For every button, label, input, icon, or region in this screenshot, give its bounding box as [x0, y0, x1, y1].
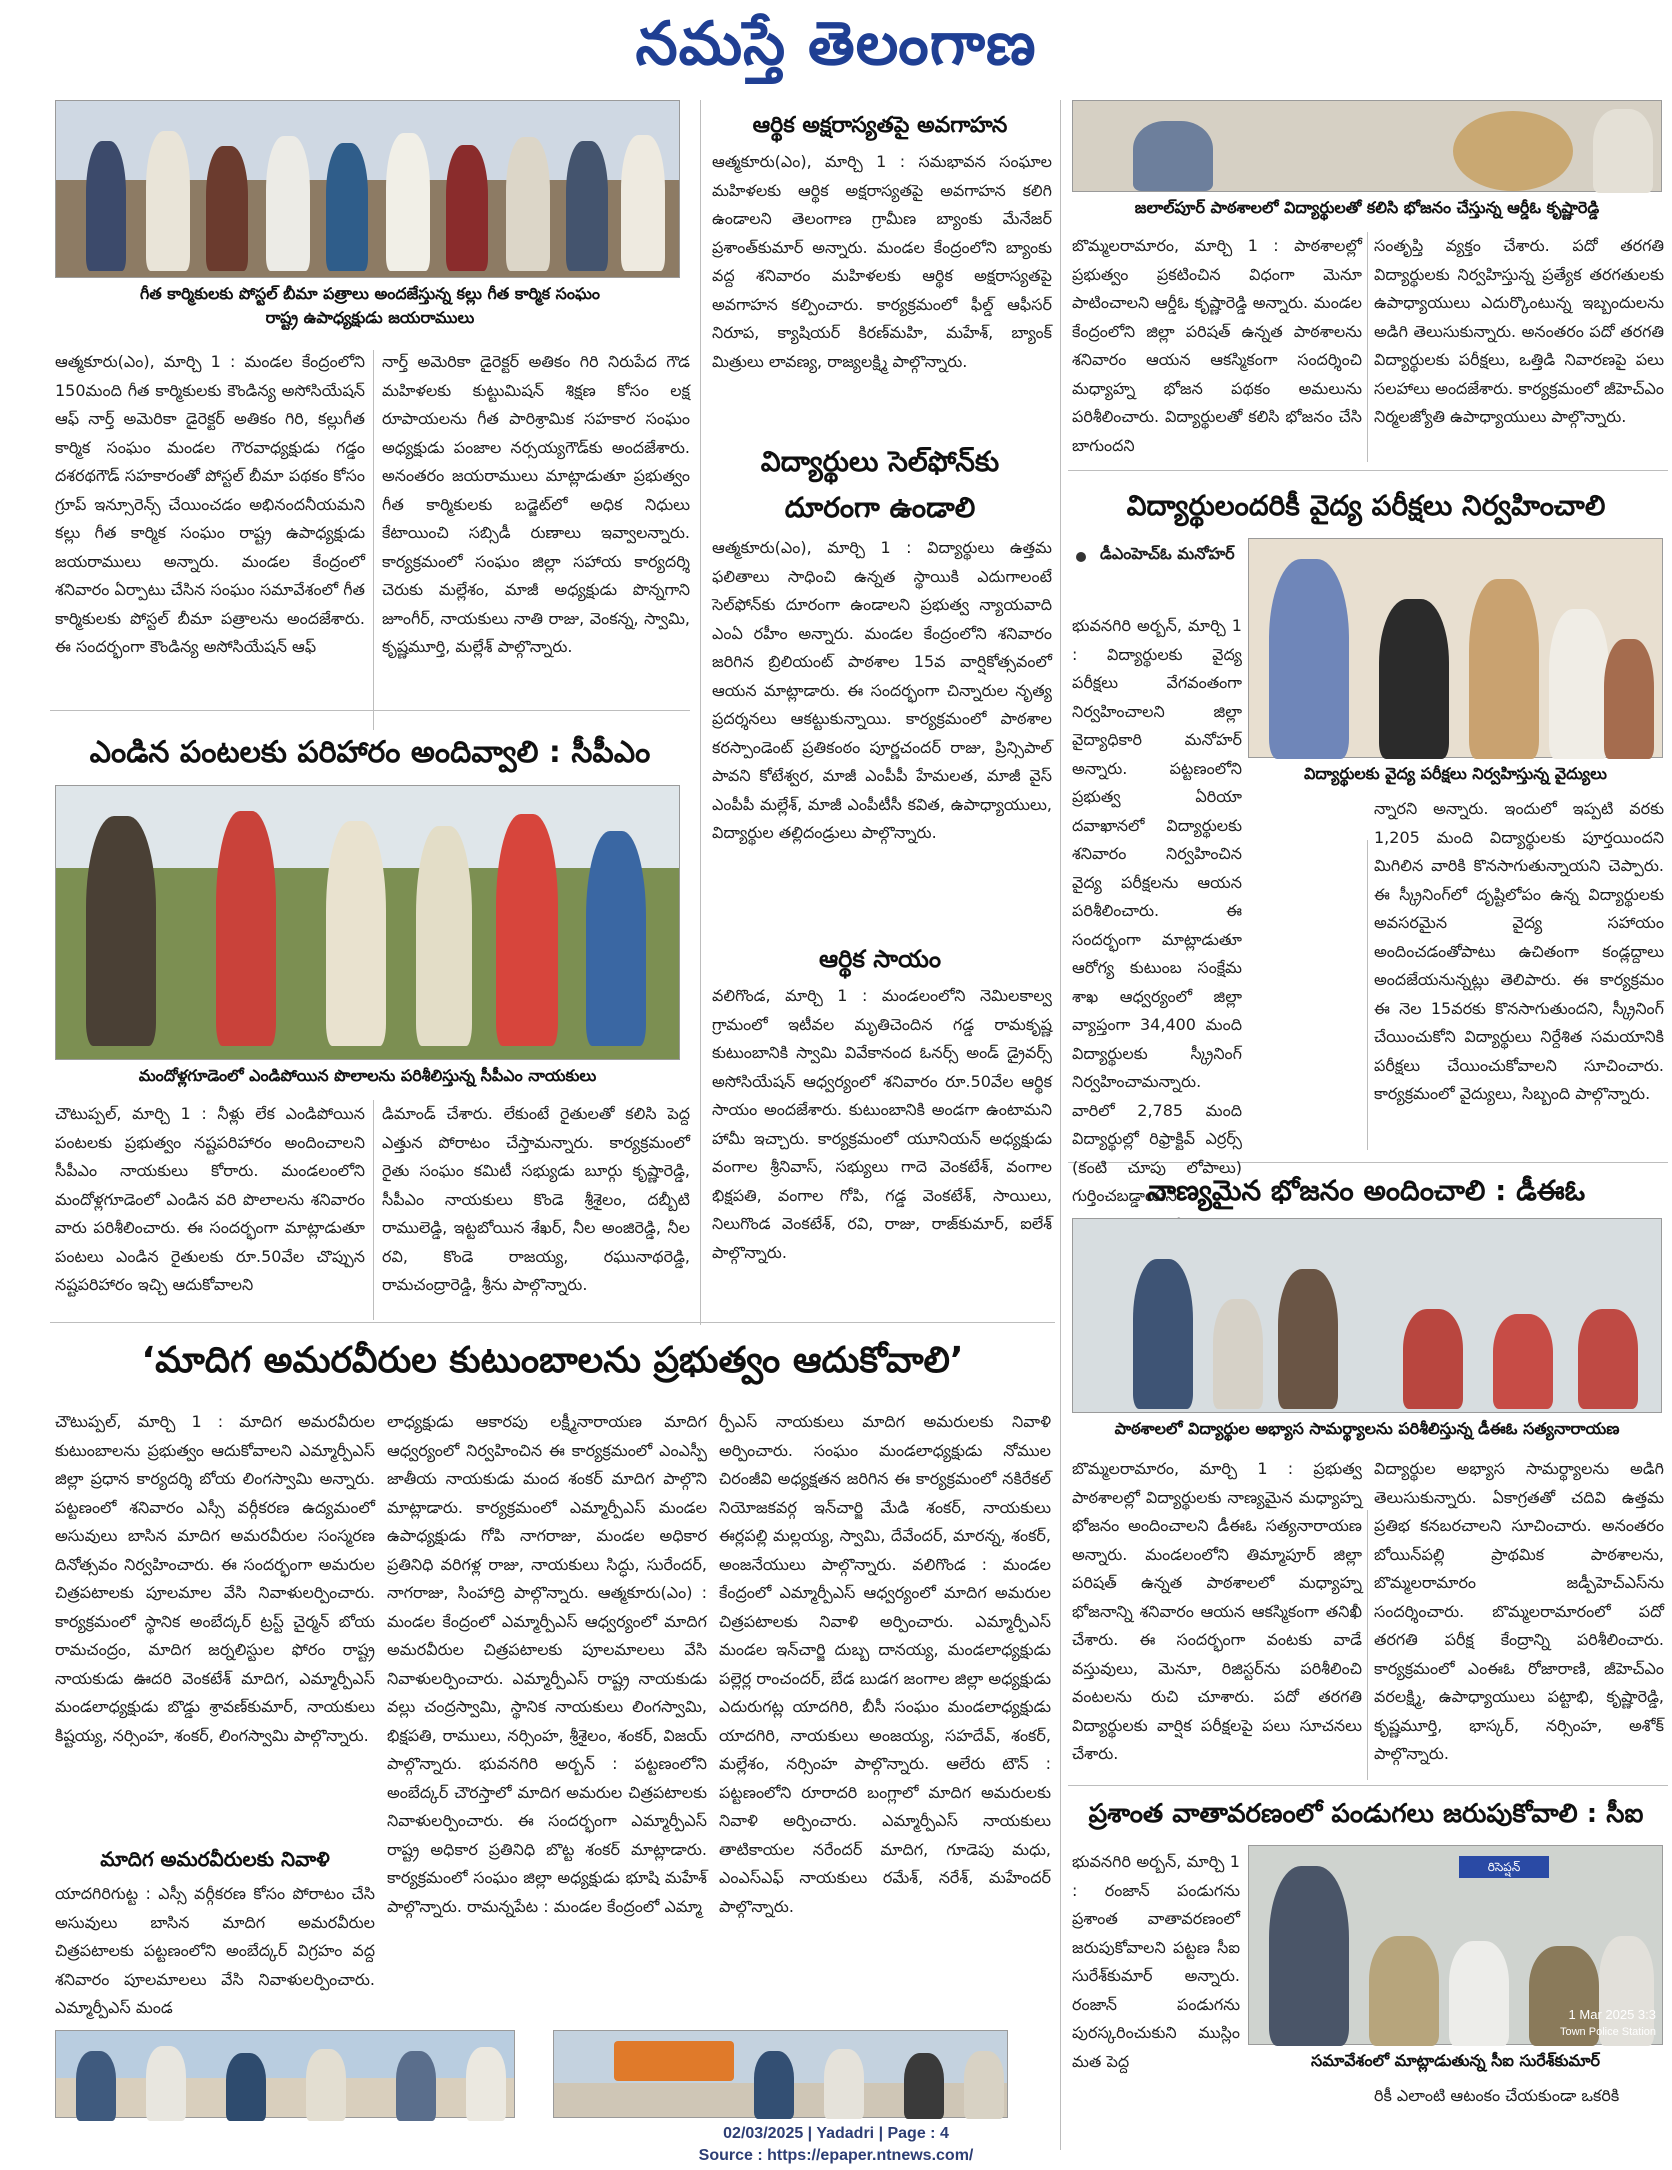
deo-classroom-photo — [1072, 1218, 1662, 1413]
rdo-meal-column-1: బొమ్మలరామారం, మార్చి 1 : పాఠశాలల్లో ప్రభుత్వం ప్రకటించిన విధంగా మెనూ పాటించాలని ఆర్డీఓ కృష్ణారెడ్డి అన్నారు. మండల కేంద్రంలోని జిల్లా పరిషత్ ఉన్నత పాఠశాలను శనివారం ఆయన ఆకస్మికంగా సందర్శించి మధ్యాహ్న భోజన పథకం అమలును పరిశీలించారు. విద్యార్థులతో కలిసి భోజనం చేసి బాగుందని — [1072, 236, 1362, 455]
section-rule — [50, 710, 690, 711]
police-meeting-photo — [1248, 1845, 1663, 2045]
footer-date: 02/03/2025 | Yadadri | Page : 4 — [723, 2125, 949, 2142]
madiga-tribute-photo-2 — [553, 2030, 1008, 2118]
photo-location-stamp: Town Police Station — [1560, 2026, 1656, 2038]
madiga-column-1b: యాదగిరిగుట్ట : ఎస్సీ వర్గీకరణ కోసం పోరాటం చేసి అసువులు బాసిన మాదిగ అమరవీరుల చిత్రపటాలకు పట్టణంలోని అంబేద్కర్ విగ్రహం వద్ద శనివారం పూలమాలలు వేసి నివాళులర్పించారు. ఎమ్మార్పీఎస్ మండ — [55, 1884, 375, 2017]
section-rule — [50, 1322, 1055, 1323]
column-rule — [1367, 232, 1368, 462]
medical-checkup-photo — [1248, 538, 1663, 758]
madiga-column-1: చౌటుప్పల్, మార్చి 1 : మాదిగ అమరవీరుల కుటుంబాలను ప్రభుత్వం ఆదుకోవాలని ఎమ్మార్పీఎస్ జిల్లా ప్రధాన కార్యదర్శి బోయ లింగస్వామి అన్నారు. పట్టణంలో శనివారం ఎస్సీ వర్గీకరణ ఉద్యమంలో అసువులు బాసిన మాదిగ అమరవీరుల సంస్మరణ దినోత్సవం నిర్వహించారు. ఈ సందర్భంగా అమరుల చిత్రపటాలకు పూలమాల వేసి నివాళులర్పించారు. కార్యక్రమంలో స్థానిక అంబేద్కర్ ట్రస్ట్ చైర్మన్ బోయ రామచంద్రం, మాదిగ జర్నలిస్టుల ఫోరం రాష్ట్ర నాయకుడు ఊదరి వెంకటేశ్ మాదిగ, ఎమ్మార్పీఎస్ మండలాధ్యక్షుడు బొడ్డు శ్రావణ్‌కుమార్, నాయకులు కిష్టయ్య, నర్సింహ, శంకర్, లింగస్వామి పాల్గొన్నారు. — [55, 1412, 375, 1745]
cellphone-headline-2: దూరంగా ఉండాలి — [784, 491, 976, 524]
footer-source: Source : https://epaper.ntnews.com/ — [698, 2147, 974, 2164]
festival-caption: సమావేశంలో మాట్లాడుతున్న సీఐ సురేశ్‌కుమార్ — [1310, 2051, 1600, 2070]
rdo-meal-column-2: సంతృప్తి వ్యక్తం చేశారు. పదో తరగతి విద్యార్థులకు నిర్వహిస్తున్న ప్రత్యేక తరగతులకు ఉపాధ్యాయులు ఎదుర్కొంటున్న ఇబ్బందులను అడిగి తెలుసుకున్నారు. అనంతరం పదో తరగతి విద్యార్థులకు పరీక్షలు, ఒత్తిడి నివారణపై పలు సలహాలు అందజేశారు. కార్యక్రమంలో జీహెచ్‌ఎం నిర్మలజ్యోతి ఉపాధ్యాయులు పాల్గొన్నారు. — [1374, 236, 1664, 426]
cellphone-headline-1: విద్యార్థులు సెల్‌ఫోన్‌కు — [760, 445, 1000, 478]
festival-body: భువనగిరి అర్బన్, మార్చి 1 : రంజాన్ పండుగను ప్రశాంత వాతావరణంలో జరుపుకోవాలని పట్టణ సీఐ సురేశ్‌కుమార్ అన్నారు. రంజాన్ పండుగను పురస్కరించుకుని ముస్లిం మత పెద్ద — [1072, 1852, 1240, 2071]
deo-column-2: విద్యార్థుల అభ్యాస సామర్థ్యాలను అడిగి తెలుసుకున్నారు. ఏకాగ్రతతో చదివి ఉత్తమ ప్రతిభ కనబరచాలని సూచించారు. అనంతరం బోయిన్‌పల్లి ప్రాథమిక పాఠశాలను, బొమ్మలరామారం జడ్పీహెచ్‌ఎస్‌ను సందర్శించారు. బొమ్మలరామారంలో పదో తరగతి పరీక్ష కేంద్రాన్ని పరిశీలించారు. కార్యక్రమంలో ఎంఈఓ రోజారాణి, జీహెచ్‌ఎం వరలక్ష్మి, ఉపాధ్యాయులు పట్టాభి, కృష్ణారెడ్డి, కృష్ణమూర్తి, భాస్కర్, నర్సింహ, అశోక్ పాల్గొన్నారు. — [1374, 1459, 1664, 1763]
banner-sign: రిసెప్షన్ — [1459, 1856, 1549, 1878]
newspaper-title: నమస్తే తెలంగాణ — [635, 9, 1037, 79]
column-rule — [700, 100, 701, 1325]
medical-caption: విద్యార్థులకు వైద్య పరీక్షలు నిర్వహిస్తున్న వైద్యులు — [1304, 764, 1607, 783]
column-rule — [1060, 100, 1061, 2150]
medical-column-1: భువనగిరి అర్బన్, మార్చి 1 : విద్యార్థులకు వైద్య పరీక్షలు వేగవంతంగా నిర్వహించాలని జిల్లా వైద్యాధికారి మనోహర్ అన్నారు. పట్టణంలోని ప్రభుత్వ ఏరియా దవాఖానలో విద్యార్థులకు శనివారం నిర్వహించిన వైద్య పరీక్షలను ఆయన పరిశీలించారు. ఈ సందర్భంగా మాట్లాడుతూ ఆరోగ్య కుటుంబ సంక్షేమ శాఖ ఆధ్వర్యంలో జిల్లా వ్యాప్తంగా 34,400 మంది విద్యార్థులకు స్క్రీనింగ్ నిర్వహించామన్నారు. వారిలో 2,785 మంది విద్యార్థుల్లో రిఫ్రాక్టివ్ ఎర్రర్స్ (కంటి చూపు లోపాలు) గుర్తించబడ్డాయని — [1072, 616, 1242, 1205]
medical-byline: డీఎంహెచ్‌ఓ మనోహర్ — [1100, 544, 1235, 563]
aid-body: వలిగొండ, మార్చి 1 : మండలంలోని నెమిలకాల్వ గ్రామంలో ఇటీవల మృతిచెందిన గడ్డ రామకృష్ణ కుటుంబానికి స్వామి వివేకానంద ఓనర్స్ అండ్ డ్రైవర్స్ అసోసియేషన్ ఆధ్వర్యంలో శనివారం రూ.50వేల ఆర్థిక సాయం అందజేశారు. కుటుంబానికి అండగా ఉంటామని హామీ ఇచ్చారు. కార్యక్రమంలో యూనియన్ అధ్యక్షుడు వంగాల శ్రీనివాస్, సభ్యులు గాదె వెంకటేశ్, వంగాల భిక్షపతి, వంగాల గోపి, గడ్డ వెంకటేశ్, సాయిలు, నిలుగొండ వెంకటేశ్, రవి, రాజు, రాజ్‌కుమార్, ఐలేశ్ పాల్గొన్నారు. — [712, 986, 1052, 1262]
festival-tail: రికీ ఎలాంటి ఆటంకం చేయకుండా ఒకరికి — [1374, 2086, 1620, 2105]
column-rule — [373, 350, 374, 730]
deo-column-1: బొమ్మలరామారం, మార్చి 1 : ప్రభుత్వ పాఠశాలల్లో విద్యార్థులకు నాణ్యమైన మధ్యాహ్న భోజనం అందించాలని డీఈఓ సత్యనారాయణ అన్నారు. మండలంలోని తిమ్మాపూర్ జిల్లా పరిషత్ ఉన్నత పాఠశాలలో మధ్యాహ్న భోజనాన్ని శనివారం ఆయన ఆకస్మికంగా తనిఖీ చేశారు. ఈ సందర్భంగా వంటకు వాడే వస్తువులు, మెనూ, రిజిస్టర్‌ను పరిశీలించి వంటలను రుచి చూశారు. పదో తరగతి విద్యార్థులకు వార్షిక పరీక్షలపై పలు సూచనలు చేశారు. — [1072, 1459, 1362, 1763]
gita-column-1: ఆత్మకూరు(ఎం), మార్చి 1 : మండల కేంద్రంలోని 150మంది గీత కార్మికులకు కౌండిన్య అసోసియేషన్ ఆఫ్ నార్త్ అమెరికా డైరెక్టర్ అతికం గిరి, కల్లుగీత కార్మిక సంఘం మండల గౌరవాధ్యక్షుడు గడ్డం దశరథగౌడ్ సహకారంతో పోస్టల్ బీమా పథకం కోసం గ్రూప్ ఇన్సూరెన్స్ చేయించడం అభినందనీయమని కల్లు గీత కార్మిక సంఘం రాష్ట్ర ఉపాధ్యక్షుడు జయరాములు అన్నారు. మండల కేంద్రంలో శనివారం ఏర్పాటు చేసిన సంఘం సమావేశంలో గీత కార్మికులకు పోస్టల్ బీమా పత్రాలను అందజేశారు. ఈ సందర్భంగా కౌండిన్య అసోసియేషన్ ఆఫ్ — [55, 352, 365, 656]
rdo-meal-caption: జలాల్‌పూర్ పాఠశాలలో విద్యార్థులతో కలిసి భోజనం చేస్తున్న ఆర్డీఓ కృష్ణారెడ్డి — [1134, 198, 1600, 217]
finlit-headline: ఆర్థిక అక్షరాస్యతపై అవగాహన — [752, 113, 1008, 138]
madiga-tribute-photo-1 — [55, 2030, 515, 2118]
dry-fields-photo — [55, 785, 680, 1060]
rdo-meal-photo — [1072, 100, 1662, 192]
gita-workers-caption: గీత కార్మికులకు పోస్టల్ బీమా పత్రాలు అందజేస్తున్న కల్లు గీత కార్మిక సంఘం రాష్ట్ర ఉపాధ్యక్షుడు జయరాములు — [139, 284, 601, 327]
madiga-column-3: ర్పీఎస్ నాయకులు మాదిగ అమరులకు నివాళి అర్పించారు. సంఘం మండలాధ్యక్షుడు నోముల చిరంజీవి అధ్యక్షతన జరిగిన ఈ కార్యక్రమంలో నకిరేకల్ నియోజకవర్గ ఇన్‌చార్జి మేడి శంకర్, నాయకులు ఈర్లపల్లి మల్లయ్య, స్వామి, దేవేందర్, మారన్న, శంకర్, అంజనేయులు పాల్గొన్నారు. వలిగొండ : మండల కేంద్రంలో ఎమ్మార్పీఎస్ ఆధ్వర్యంలో మాదిగ అమరుల చిత్రపటాలకు నివాళి అర్పించారు. ఎమ్మార్పీఎస్ మండల ఇన్‌చార్జి దుబ్బ దానయ్య, మండలాధ్యక్షుడు పల్లెర్ల రాంచందర్, బేడ బుడగ జంగాల జిల్లా అధ్యక్షుడు ఎదురుగట్ల యాదగిరి, బీసీ సంఘం మండలాధ్యక్షుడు యాదగిరి, నాయకులు అంజయ్య, సహదేవ్, శంకర్, మల్లేశం, నర్సింహ పాల్గొన్నారు. ఆలేరు టౌన్ : పట్టణంలోని రూరాదరి బంగ్లాలో మాదిగ అమరులకు నివాళి అర్పించారు. ఎమ్మార్పీఎస్ నాయకులు తాటికాయల నరేందర్ మాదిగ, గూడెపు మధు, ఎంఎస్‌ఎఫ్ నాయకులు రమేశ్, నరేశ్, మహేందర్ పాల్గొన్నారు. — [719, 1412, 1051, 1916]
deo-headline: నాణ్యమైన భోజనం అందించాలి : డీఈఓ — [1146, 1174, 1586, 1207]
masthead — [0, 0, 1672, 88]
cpm-headline: ఎండిన పంటలకు పరిహారం అందివ్వాలి : సీపీఎం — [89, 735, 651, 770]
medical-headline: విద్యార్థులందరికీ వైద్య పరీక్షలు నిర్వహించాలి — [1126, 489, 1606, 522]
column-rule — [1367, 1510, 1368, 1780]
gita-workers-photo — [55, 100, 680, 278]
aid-headline: ఆర్థిక సాయం — [818, 945, 942, 973]
gita-column-2: నార్త్ అమెరికా డైరెక్టర్ అతికం గిరి నిరుపేద గౌడ మహిళలకు కుట్టుమిషన్ శిక్షణ కోసం లక్ష రూపాయలను గీత పారిశ్రామిక సహకార సంఘం అధ్యక్షుడు పంజాల నర్సయ్యగౌడ్‌కు అందజేశారు. అనంతరం జయరాములు మాట్లాడుతూ ప్రభుత్వం గీత కార్మికులకు బడ్జెట్‌లో అధిక నిధులు కేటాయించి సబ్సిడీ రుణాలు ఇవ్వాలన్నారు. కార్యక్రమంలో సంఘం జిల్లా సహాయ కార్యదర్శి చెరుకు మల్లేశం, మాజీ అధ్యక్షుడు పొన్నగాని జూంగీర్, నాయకులు నాతి రాజు, వెంకన్న, స్వామి, కృష్ణమూర్తి, మల్లేశ్ పాల్గొన్నారు. — [382, 352, 690, 656]
column-rule — [373, 1100, 374, 1320]
madiga-column-2: లాధ్యక్షుడు ఆకారపు లక్ష్మీనారాయణ మాదిగ ఆధ్వర్యంలో నిర్వహించిన ఈ కార్యక్రమంలో ఎంఎస్పీ జాతీయ నాయకుడు మంద శంకర్ మాదిగ పాల్గొని మాట్లాడారు. కార్యక్రమంలో ఎమ్మార్పీఎస్ మండల ఉపాధ్యక్షుడు గోపి నాగరాజు, మండల అధికార ప్రతినిధి వరిగళ్ల రాజు, నాయకులు సిద్ధు, సురేందర్, నాగరాజు, సింహాద్రి పాల్గొన్నారు. ఆత్మకూరు(ఎం) : మండల కేంద్రంలో ఎమ్మార్పీఎస్ ఆధ్వర్యంలో మాదిగ అమరవీరుల చిత్రపటాలకు పూలమాలలు వేసి నివాళులర్పించారు. ఎమ్మార్పీఎస్ రాష్ట్ర నాయకుడు వల్లు చంద్రస్వామి, స్థానిక నాయకులు లింగస్వామి, భిక్షపతి, రాములు, నర్సింహ, శ్రీశైలం, శంకర్, విజయ్ పాల్గొన్నారు. భువనగిరి అర్బన్ : పట్టణంలోని అంబేద్కర్ చౌరస్తాలో మాదిగ అమరుల చిత్రపటాలకు నివాళులర్పించారు. ఈ సందర్భంగా ఎమ్మార్పీఎస్ రాష్ట్ర అధికార ప్రతినిధి బొట్ట శంకర్ మాట్లాడారు. కార్యక్రమంలో సంఘం జిల్లా అధ్యక్షుడు భూషి మహేశ్ పాల్గొన్నారు. రామన్నపేట : మండల కేంద్రంలో ఎమ్మా — [387, 1412, 707, 1916]
madiga-sub-headline: మాదిగ అమరవీరులకు నివాళి — [100, 1847, 330, 1871]
cpm-column-2: డిమాండ్ చేశారు. లేకుంటే రైతులతో కలిసి పెద్ద ఎత్తున పోరాటం చేస్తామన్నారు. కార్యక్రమంలో రైతు సంఘం కమిటీ సభ్యుడు బూర్గు కృష్ణారెడ్డి, సీపీఎం నాయకులు కొండె శ్రీశైలం, దబ్బీటి రాములెడ్డి, ఇట్టబోయిన శేఖర్, నీల అంజిరెడ్డి, నీల రవి, కొండె రాజయ్య, రఘునాథరెడ్డి, రామచంద్రారెడ్డి, శ్రీను పాల్గొన్నారు. — [382, 1104, 690, 1294]
deo-caption: పాఠశాలలో విద్యార్థుల అభ్యాస సామర్థ్యాలను పరిశీలిస్తున్న డీఈఓ సత్యనారాయణ — [1114, 1419, 1620, 1438]
finlit-body: ఆత్మకూరు(ఎం), మార్చి 1 : సమభావన సంఘాల మహిళలకు ఆర్థిక అక్షరాస్యతపై అవగాహన కలిగి ఉండాలని తెలంగాణ గ్రామీణ బ్యాంకు మేనేజర్ ప్రశాంత్‌కుమార్ అన్నారు. మండల కేంద్రంలోని బ్యాంకు వద్ద శనివారం మహిళలకు ఆర్థిక అక్షరాస్యతపై అవగాహన కల్పించారు. కార్యక్రమంలో ఫీల్డ్ ఆఫీసర్ నిరూప, క్యాషియర్ కిరణ్‌మహి, మహేశ్, బ్యాంక్ మిత్రులు లావణ్య, రాజ్యలక్ష్మి పాల్గొన్నారు. — [712, 152, 1052, 371]
byline-bullet — [1076, 552, 1086, 562]
cellphone-body: ఆత్మకూరు(ఎం), మార్చి 1 : విద్యార్థులు ఉత్తమ ఫలితాలు సాధించి ఉన్నత స్థాయికి ఎదుగాలంటే సెల్‌ఫోన్‌కు దూరంగా ఉండాలని ప్రభుత్వ న్యాయవాది ఎంఏ రహీం అన్నారు. మండల కేంద్రంలోని శనివారం జరిగిన బ్రిలియంట్ పాఠశాల 15వ వార్షికోత్సవంలో ఆయన మాట్లాడారు. ఈ సందర్భంగా చిన్నారుల నృత్య ప్రదర్శనలు ఆకట్టుకున్నాయి. కార్యక్రమంలో పాఠశాల కరస్పాండెంట్ ప్రతికంఠం పూర్ణచందర్ రాజు, ప్రిన్సిపాల్ పావని కోటేశ్వర, మాజీ ఎంపీపీ హేమలత, మాజీ వైస్ ఎంపీపీ మల్లేశ్, మాజీ ఎంపీటీసీ కవిత, ఉపాధ్యాయులు, విద్యార్థుల తల్లిదండ్రులు పాల్గొన్నారు. — [712, 538, 1052, 842]
photo-timestamp: 1 Mar 2025 3:3 — [1568, 2007, 1656, 2022]
section-rule — [1068, 470, 1668, 471]
cpm-column-1: చౌటుప్పల్, మార్చి 1 : నీళ్లు లేక ఎండిపోయిన పంటలకు ప్రభుత్వం నష్టపరిహారం అందించాలని సీపీఎం నాయకులు కోరారు. మండలంలోని మందోళ్లగూడెంలో ఎండిన వరి పొలాలను శనివారం వారు పరిశీలించారు. ఈ సందర్భంగా మాట్లాడుతూ పంటలు ఎండిన రైతులకు రూ.50వేల చొప్పున నష్టపరిహారం ఇచ్చి ఆదుకోవాలని — [55, 1104, 365, 1294]
festival-headline: ప్రశాంత వాతావరణంలో పండుగలు జరుపుకోవాలి : సీఐ — [1088, 1799, 1644, 1829]
medical-column-2: న్నారని అన్నారు. ఇందులో ఇప్పటి వరకు 1,205 మంది విద్యార్థులకు పూర్తయిందని మిగిలిన వారికి కొనసాగుతున్నాయని చెప్పారు. ఈ స్క్రీనింగ్‌లో దృష్టిలోపం ఉన్న విద్యార్థులకు అవసరమైన వైద్య సహాయం అందించడంతోపాటు ఉచితంగా కండ్లద్దాలు అందజేయనున్నట్లు తెలిపారు. ఈ కార్యక్రమం ఈ నెల 15వరకు కొనసాగుతుందని, స్క్రీనింగ్ చేయించుకోని విద్యార్థులు నిర్దేశిత సమయానికి పరీక్షలు చేయించుకోవాలని సూచించారు. కార్యక్రమంలో వైద్యులు, సిబ్బంది పాల్గొన్నారు. — [1374, 799, 1664, 1103]
dry-fields-caption: మందోళ్లగూడెంలో ఎండిపోయిన పొలాలను పరిశీలిస్తున్న సీపీఎం నాయకులు — [138, 1066, 597, 1085]
section-rule — [1068, 1785, 1668, 1786]
madiga-headline: ‘మాదిగ అమరవీరుల కుటుంబాలను ప్రభుత్వం ఆదుకోవాలి’ — [141, 1340, 964, 1381]
column-rule — [1367, 840, 1368, 1150]
